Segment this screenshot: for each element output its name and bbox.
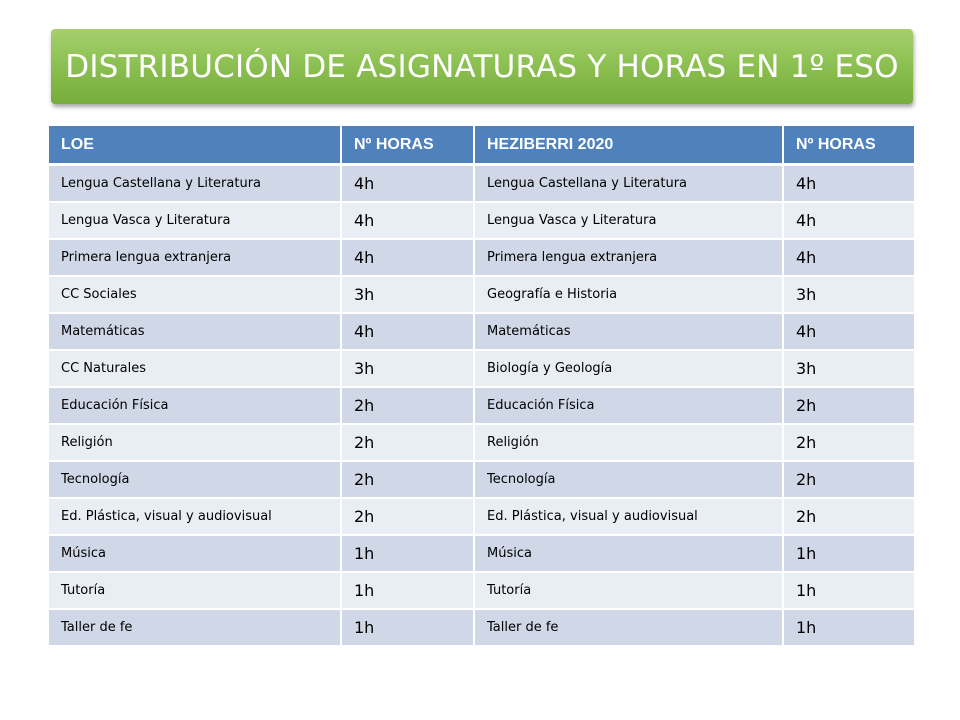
table-row <box>49 461 914 498</box>
heziberri-subject-cell: Biología y Geología <box>474 350 783 387</box>
loe-subject-cell: Lengua Vasca y Literatura <box>49 202 341 239</box>
table-row <box>49 498 914 535</box>
loe-subject-cell: Lengua Castellana y Literatura <box>49 165 341 202</box>
heziberri-hours-cell: 2h <box>783 461 914 498</box>
heziberri-hours-cell: 2h <box>783 387 914 424</box>
header-loe: LOE <box>49 126 341 165</box>
heziberri-subject-cell: Tutoría <box>474 572 783 609</box>
table-body <box>49 165 914 646</box>
loe-hours-cell: 2h <box>341 498 474 535</box>
heziberri-subject-cell: Tecnología <box>474 461 783 498</box>
heziberri-subject-cell: Ed. Plástica, visual y audiovisual <box>474 498 783 535</box>
table-row <box>49 165 914 202</box>
heziberri-subject-cell: Lengua Castellana y Literatura <box>474 165 783 202</box>
loe-hours-cell: 1h <box>341 535 474 572</box>
page-title: DISTRIBUCIÓN DE ASIGNATURAS Y HORAS EN 1º ESO <box>65 48 899 85</box>
heziberri-subject-cell: Geografía e Historia <box>474 276 783 313</box>
table-row <box>49 387 914 424</box>
heziberri-subject-cell: Música <box>474 535 783 572</box>
table-row <box>49 313 914 350</box>
loe-subject-cell: CC Naturales <box>49 350 341 387</box>
table-row <box>49 572 914 609</box>
loe-subject-cell: Música <box>49 535 341 572</box>
heziberri-hours-cell: 3h <box>783 350 914 387</box>
loe-subject-cell: Religión <box>49 424 341 461</box>
loe-subject-cell: Taller de fe <box>49 609 341 646</box>
loe-hours-cell: 2h <box>341 461 474 498</box>
loe-hours-cell: 1h <box>341 572 474 609</box>
loe-subject-cell: Educación Física <box>49 387 341 424</box>
loe-hours-cell: 2h <box>341 424 474 461</box>
header-heziberri: HEZIBERRI 2020 <box>474 126 783 165</box>
heziberri-subject-cell: Religión <box>474 424 783 461</box>
loe-hours-cell: 2h <box>341 387 474 424</box>
loe-hours-cell: 4h <box>341 165 474 202</box>
heziberri-subject-cell: Educación Física <box>474 387 783 424</box>
table-row <box>49 239 914 276</box>
heziberri-hours-cell: 1h <box>783 609 914 646</box>
loe-hours-cell: 4h <box>341 313 474 350</box>
table-row <box>49 202 914 239</box>
loe-subject-cell: Tutoría <box>49 572 341 609</box>
heziberri-hours-cell: 2h <box>783 424 914 461</box>
heziberri-hours-cell: 3h <box>783 276 914 313</box>
loe-hours-cell: 1h <box>341 609 474 646</box>
table-row <box>49 535 914 572</box>
table-header-row <box>49 126 914 165</box>
heziberri-hours-cell: 4h <box>783 165 914 202</box>
loe-subject-cell: Ed. Plástica, visual y audiovisual <box>49 498 341 535</box>
loe-subject-cell: Tecnología <box>49 461 341 498</box>
loe-subject-cell: Primera lengua extranjera <box>49 239 341 276</box>
heziberri-subject-cell: Taller de fe <box>474 609 783 646</box>
heziberri-subject-cell: Lengua Vasca y Literatura <box>474 202 783 239</box>
heziberri-subject-cell: Primera lengua extranjera <box>474 239 783 276</box>
loe-hours-cell: 3h <box>341 350 474 387</box>
table-row <box>49 276 914 313</box>
header-loe-hours: Nº HORAS <box>341 126 474 165</box>
loe-hours-cell: 4h <box>341 202 474 239</box>
heziberri-hours-cell: 1h <box>783 572 914 609</box>
heziberri-subject-cell: Matemáticas <box>474 313 783 350</box>
title-banner <box>51 29 913 104</box>
table-row <box>49 609 914 646</box>
heziberri-hours-cell: 4h <box>783 202 914 239</box>
heziberri-hours-cell: 4h <box>783 313 914 350</box>
subjects-table <box>49 126 914 647</box>
loe-subject-cell: Matemáticas <box>49 313 341 350</box>
table-row <box>49 424 914 461</box>
loe-hours-cell: 4h <box>341 239 474 276</box>
heziberri-hours-cell: 4h <box>783 239 914 276</box>
heziberri-hours-cell: 2h <box>783 498 914 535</box>
loe-hours-cell: 3h <box>341 276 474 313</box>
header-heziberri-hours: Nº HORAS <box>783 126 914 165</box>
table-row <box>49 350 914 387</box>
loe-subject-cell: CC Sociales <box>49 276 341 313</box>
heziberri-hours-cell: 1h <box>783 535 914 572</box>
